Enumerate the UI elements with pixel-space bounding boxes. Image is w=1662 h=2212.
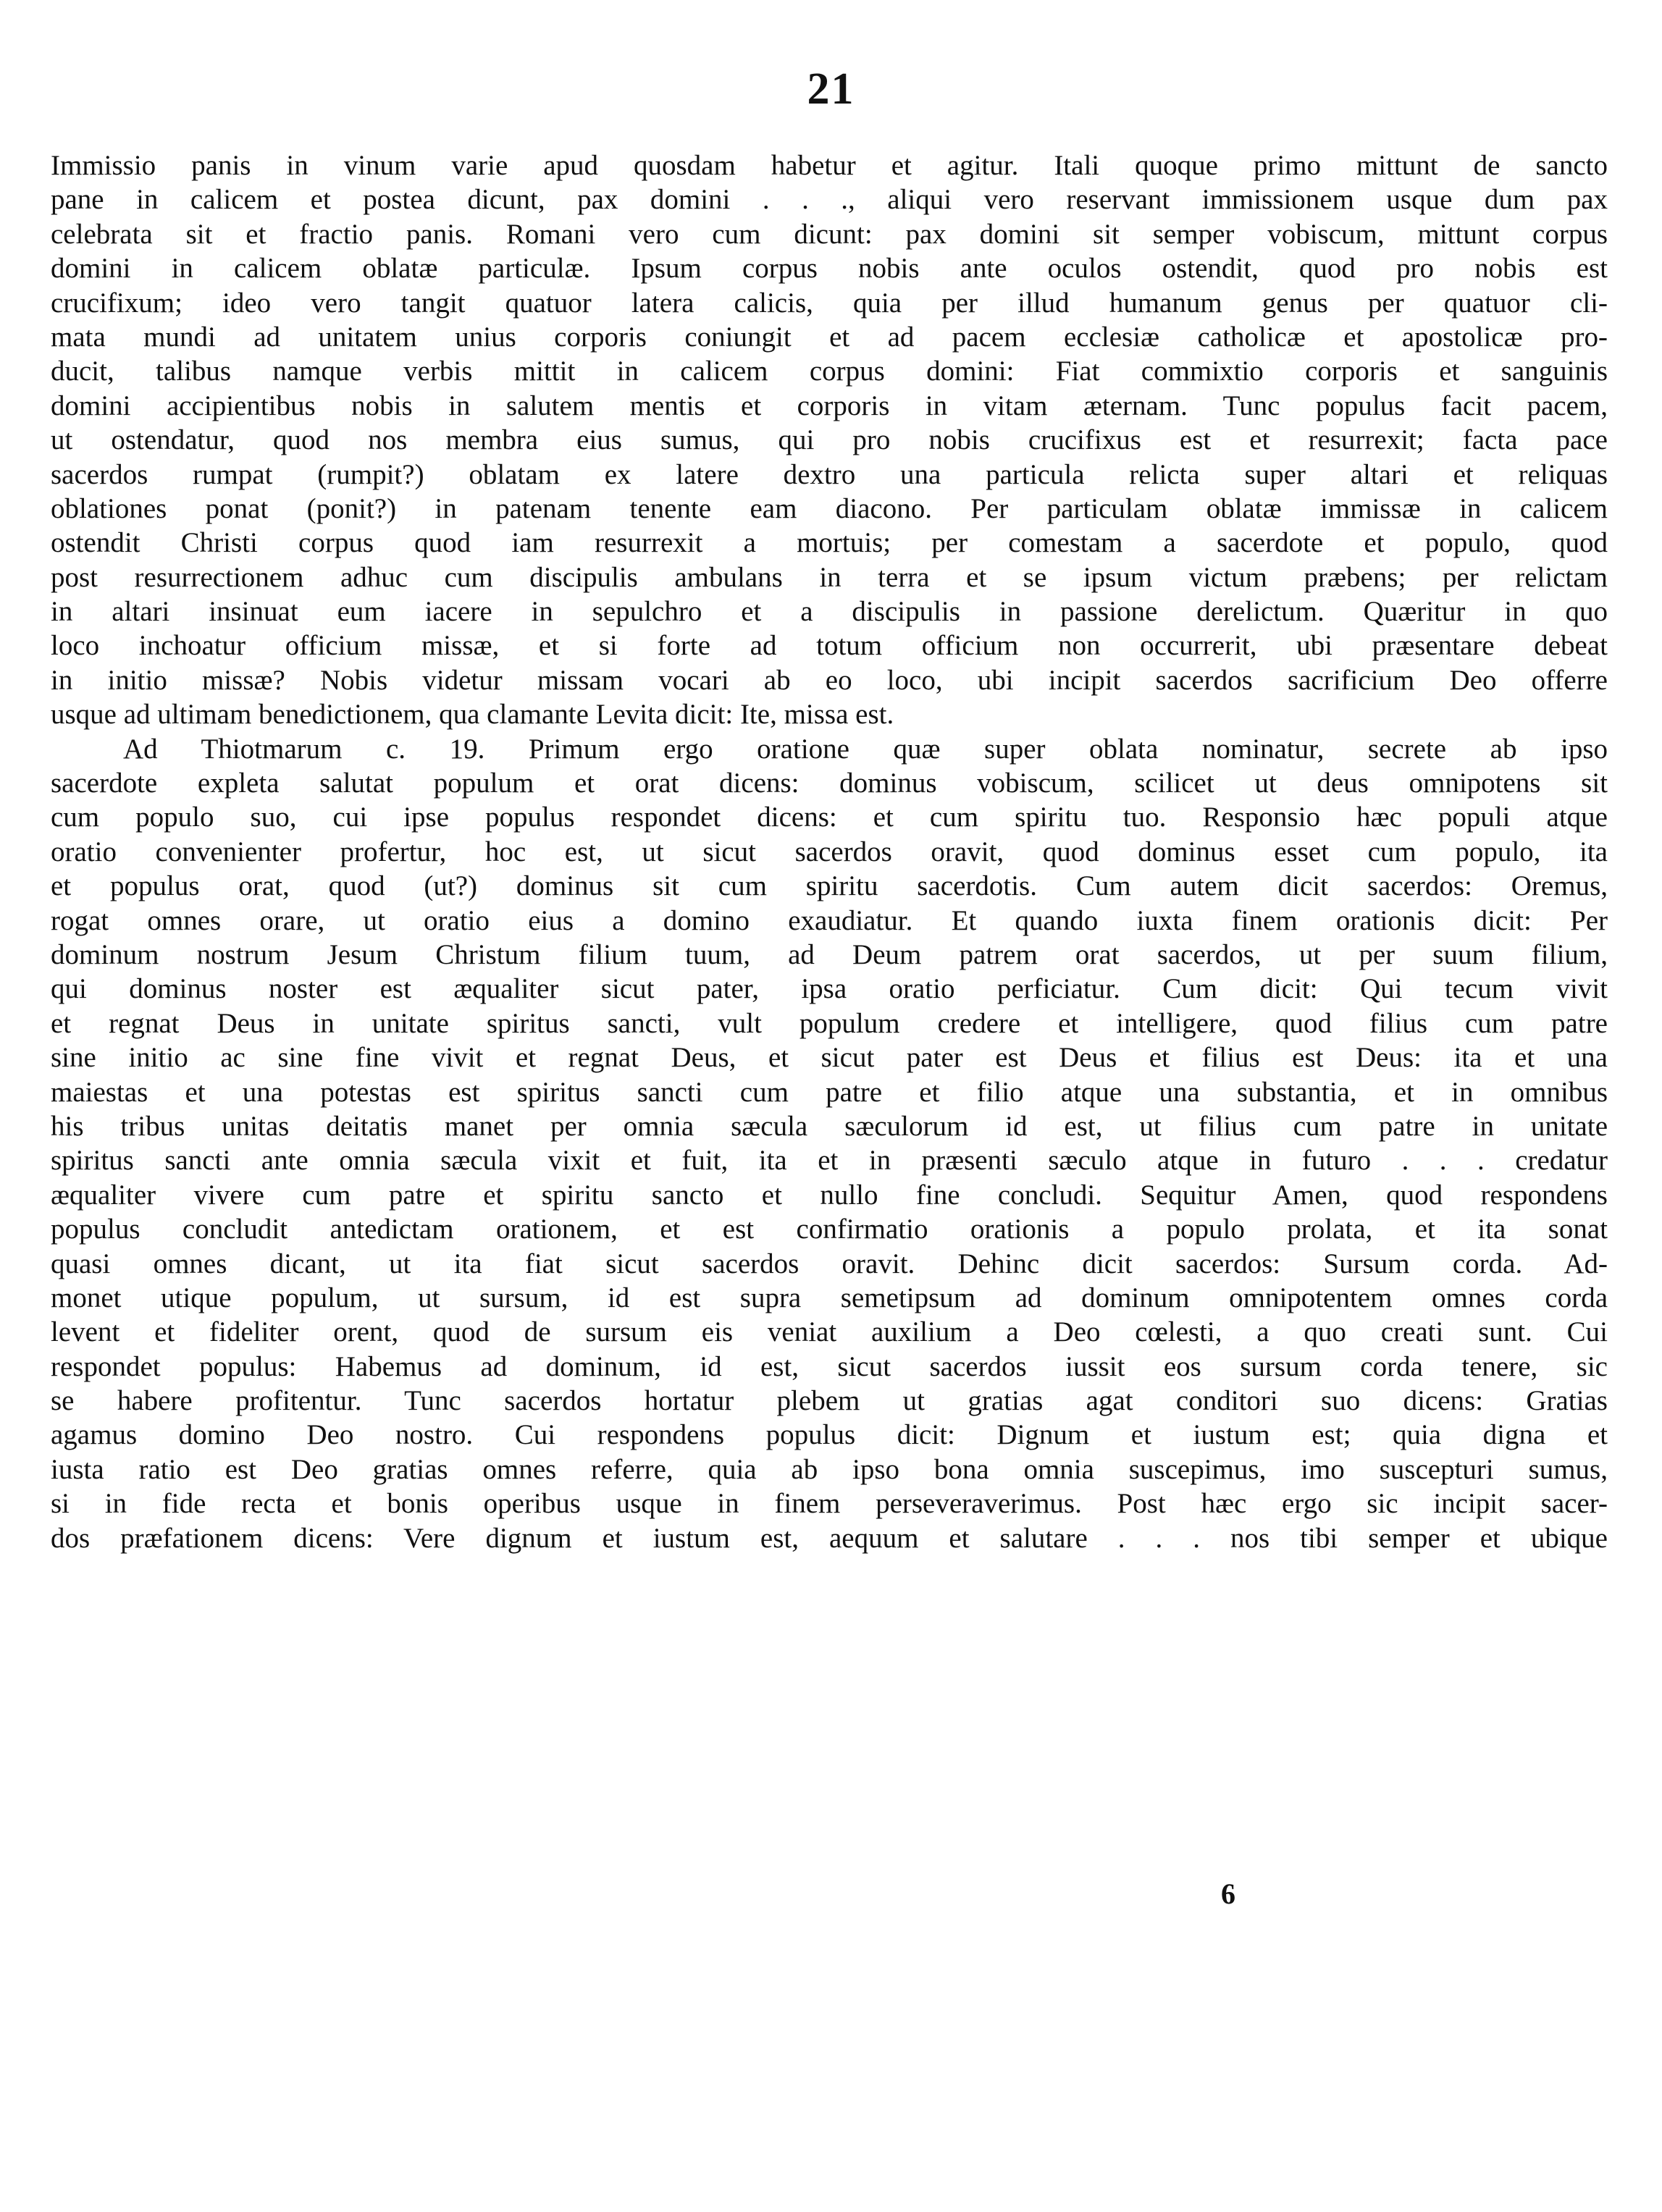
text-line: domini in calicem oblatæ particulæ. Ipsum corpus nobis ante oculos ostendit, quod pro nobis est [51,253,1608,285]
text-line: monet utique populum, ut sursum, id est supra semetipsum ad dominum omnipotentem omnes corda [51,1282,1608,1313]
text-line: usque ad ultimam benedictionem, qua clamante Levita dicit: Ite, missa est. [51,699,894,731]
text-line: et populus orat, quod (ut?) dominus sit cum spiritu sacerdotis. Cum autem dicit sacerdos: Oremus, [51,870,1608,902]
text-line: spiritus sancti ante omnia sæcula vixit et fuit, ita et in præsenti sæculo atque in futuro . . . credatur [51,1145,1608,1177]
text-line: æqualiter vivere cum patre et spiritu sancto et nullo fine concludi. Sequitur Amen, quod respondens [51,1179,1608,1211]
text-line: his tribus unitas deitatis manet per omnia sæcula sæculorum id est, ut filius cum patre in unitate [51,1110,1608,1142]
text-line: in initio missæ? Nobis videtur missam vocari ab eo loco, ubi incipit sacerdos sacrificium Deo offerre [51,664,1608,696]
text-line: post resurrectionem adhuc cum discipulis ambulans in terra et se ipsum victum præbens; per relictam [51,561,1608,593]
text-line: se habere profitentur. Tunc sacerdos hortatur plebem ut gratias agat conditori suo dicens: Gratias [51,1385,1608,1417]
text-line: celebrata sit et fractio panis. Romani vero cum dicunt: pax domini sit semper vobiscum, mittunt corpus [51,218,1608,250]
text-line: sine initio ac sine fine vivit et regnat Deus, et sicut pater est Deus et filius est Deus: ita et una [51,1042,1608,1074]
text-line: Immissio panis in vinum varie apud quosdam habetur et agitur. Itali quoque primo mittunt de sancto [51,150,1608,181]
text-line: oblationes ponat (ponit?) in patenam tenente eam diacono. Per particulam oblatæ immissæ in calicem [51,492,1608,524]
text-line: cum populo suo, cui ipse populus respondet dicens: et cum spiritu tuo. Responsio hæc populi atque [51,802,1608,833]
text-line: rogat omnes orare, ut oratio eius a domino exaudiatur. Et quando iuxta finem orationis dicit: Per [51,904,1608,936]
text-line: domini accipientibus nobis in salutem mentis et corporis in vitam æternam. Tunc populus facit pacem, [51,390,1608,421]
text-line: populus concludit antedictam orationem, et est confirmatio orationis a populo prolata, et ita sonat [51,1214,1608,1245]
text-line: levent et fideliter orent, quod de sursum eis veniat auxilium a Deo cœlesti, a quo creati sunt. Cui [51,1316,1608,1348]
text-line: ducit, talibus namque verbis mittit in calicem corpus domini: Fiat commixtio corporis et sanguinis [51,356,1608,387]
text-line: pane in calicem et postea dicunt, pax domini . . ., aliqui vero reservant immissionem usque dum pax [51,184,1608,216]
text-line: crucifixum; ideo vero tangit quatuor latera calicis, quia per illud humanum genus per quatuor cli- [51,287,1608,319]
text-line: et regnat Deus in unitate spiritus sancti, vult populum credere et intelligere, quod filius cum patre [51,1007,1608,1039]
text-line: ostendit Christi corpus quod iam resurrexit a mortuis; per comestam a sacerdote et populo, quod [51,527,1608,559]
text-line: qui dominus noster est æqualiter sicut pater, ipsa oratio perficiatur. Cum dicit: Qui tecum vivit [51,973,1608,1005]
text-line: ut ostendatur, quod nos membra eius sumus, qui pro nobis crucifixus est et resurrexit; facta pace [51,424,1608,456]
page-number: 21 [807,64,855,114]
signature-mark: 6 [1221,1877,1235,1910]
text-line: maiestas et una potestas est spiritus sancti cum patre et filio atque una substantia, et in omnibus [51,1076,1608,1108]
text-line: agamus domino Deo nostro. Cui respondens populus dicit: Dignum et iustum est; quia digna et [51,1419,1608,1451]
text-line: dominum nostrum Jesum Christum filium tuum, ad Deum patrem orat sacerdos, ut per suum filium, [51,938,1608,970]
text-line: dos præfationem dicens: Vere dignum et iustum est, aequum et salutare . . . nos tibi semper et ubique [51,1522,1608,1554]
body-text [51,148,1608,1555]
text-line: respondet populus: Habemus ad dominum, id est, sicut sacerdos iussit eos sursum corda tenere, sic [51,1350,1608,1382]
text-line: si in fide recta et bonis operibus usque in finem perseveraverimus. Post hæc ergo sic incipit sacer- [51,1488,1608,1520]
text-line: loco inchoatur officium missæ, et si forte ad totum officium non occurrerit, ubi præsentare debeat [51,630,1608,662]
text-line: sacerdote expleta salutat populum et orat dicens: dominus vobiscum, scilicet ut deus omnipotens sit [51,768,1608,799]
text-line: quasi omnes dicant, ut ita fiat sicut sacerdos oravit. Dehinc dicit sacerdos: Sursum corda. Ad- [51,1248,1608,1279]
text-line: in altari insinuat eum iacere in sepulchro et a discipulis in passione derelictum. Quæritur in quo [51,596,1608,628]
text-line: sacerdos rumpat (rumpit?) oblatam ex latere dextro una particula relicta super altari et reliquas [51,458,1608,490]
text-line: Ad Thiotmarum c. 19. Primum ergo oratione quæ super oblata nominatur, secrete ab ipso [123,733,1608,765]
text-line: oratio convenienter profertur, hoc est, ut sicut sacerdos oravit, quod dominus esset cum populo, ita [51,836,1608,867]
text-line: iusta ratio est Deo gratias omnes referre, quia ab ipso bona omnia suscepimus, imo suscepturi sumus, [51,1453,1608,1485]
text-line: mata mundi ad unitatem unius corporis coniungit et ad pacem ecclesiæ catholicæ et apostolicæ pro- [51,321,1608,353]
